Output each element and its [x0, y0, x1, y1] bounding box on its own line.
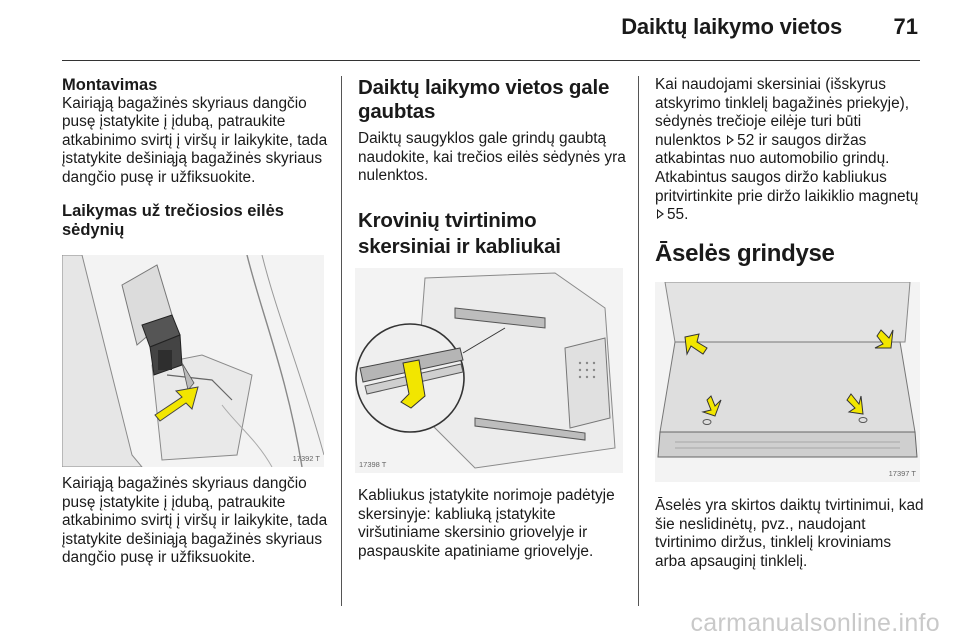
page-reference-1[interactable]: 52: [737, 131, 755, 149]
page-header: [0, 0, 960, 62]
figure-code: 17392 T: [292, 454, 320, 463]
floor-eyelets-drawing: [655, 282, 920, 482]
paragraph-montavimas: Kairiąją bagažinės skyriaus dangčio pusę įstatykite į įdubą, patraukite atkabinimo svirtį į viršų ir laikykite, tada įstatykite dešiniąją bagažinės skyriaus dangčio pusę ir užfiksuokite.: [62, 94, 328, 186]
section-montavimas: [62, 76, 332, 188]
page-title: Daiktų laikymo vietos: [621, 14, 842, 39]
reference-arrow-icon: [727, 135, 734, 145]
paragraph-floor-eyelets: Āselės yra skirtos daiktų tvirtinimui, kad šie neslidinėtų, pvz., naudojant tvirtinimo diržus, tinklelį kroviniams arba apsauginį tinklelį.: [655, 497, 924, 570]
heading-montavimas: Montavimas: [62, 76, 158, 94]
cargo-cover-mount-drawing: [62, 255, 324, 467]
column-3: [655, 76, 925, 269]
heading-laikymas: Laikymas už trečiosios eilės sėdynių: [62, 201, 284, 239]
figure-code: 17398 T: [359, 460, 387, 469]
column-1: [62, 76, 332, 240]
paragraph-rails-usage-part1: Kai naudojami skersiniai (išskyrus atskyrimo tinklelį bagažinės priekyje), sėdynės trečioje eilėje turi būti nulenktos: [655, 76, 910, 149]
heading-floor-eyelets: Āselės grindyse: [655, 239, 835, 267]
column-divider-1: [341, 76, 342, 606]
heading-rear-cover: Daiktų laikymo vietos gale gaubtas: [358, 76, 610, 123]
figure-code: 17397 T: [888, 469, 916, 478]
column-2: [358, 76, 626, 260]
header-divider: [62, 60, 920, 61]
page-number: 71: [893, 14, 918, 39]
illustration-floor-eyelets: [655, 282, 920, 482]
illustration-cargo-cover-mount: [62, 255, 324, 467]
cargo-rails-drawing: [355, 268, 623, 473]
paragraph-rails-usage-part2: ir saugos diržas atkabintas nuo automobilio grindų. Atkabintus saugos diržo kabliukus pritvirtinkite prie diržo laikiklio magnetų: [655, 131, 919, 205]
page-reference-2[interactable]: 55.: [667, 206, 689, 224]
column-divider-2: [638, 76, 639, 606]
paragraph-laikymas: Kairiąją bagažinės skyriaus dangčio pusę įstatykite į įdubą, patraukite atkabinimo svirtį į viršų ir laikykite, tada įstatykite dešiniąją bagažinės skyriaus dangčio pusę ir užfiksuokite.: [62, 475, 328, 567]
watermark-text: carmanualsonline.info: [690, 609, 940, 637]
illustration-cargo-rails-hooks: [355, 268, 623, 473]
paragraph-hooks: Kabliukus įstatykite norimoje padėtyje skersinyje: kabliuką įstatykite viršutiniame skersinio griovelyje ir paspauskite apatiniame griovelyje.: [358, 487, 615, 560]
paragraph-rails-usage: [655, 76, 925, 225]
paragraph-rear-cover: Daiktų saugyklos gale grindų gaubtą naudokite, kai trečios eilės sėdynės yra nulenktos.: [358, 130, 626, 185]
heading-cargo-rails: Krovinių tvirtinimo skersiniai ir kabliukai: [358, 208, 561, 258]
reference-arrow-icon: [657, 209, 664, 219]
